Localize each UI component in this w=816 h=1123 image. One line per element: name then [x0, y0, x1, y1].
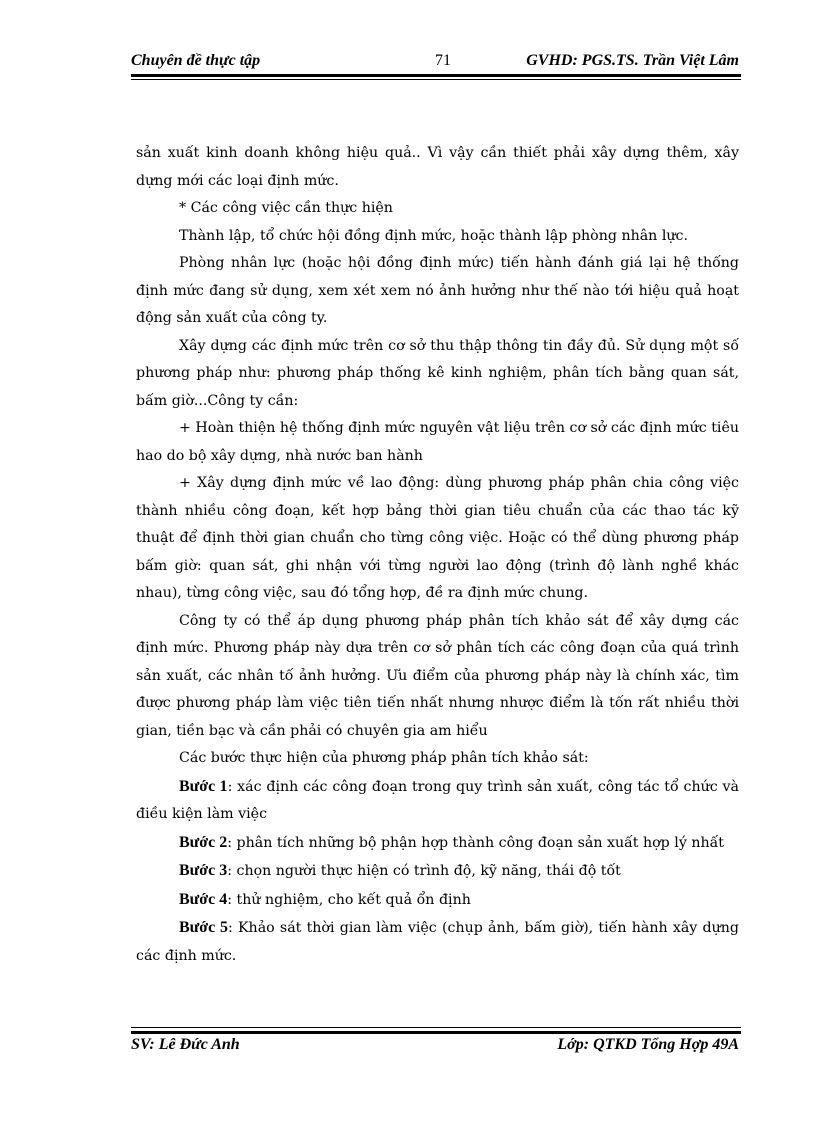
- footer-class: Lớp: QTKD Tổng Hợp 49A: [557, 1036, 739, 1053]
- paragraph: Thành lập, tổ chức hội đồng định mức, hoặc thành lập phòng nhân lực.: [179, 227, 688, 244]
- step-item: [136, 914, 739, 970]
- paragraph: Phòng nhân lực (hoặc hội đồng định mức) tiến hành đánh giá lại hệ thống định mức đang sử dụng, xem xét xem nó ảnh hưởng như thế nào tới hiệu quả hoạt động sản xuất của công ty.: [136, 255, 739, 326]
- paragraph: + Hoàn thiện hệ thống định mức nguyên vật liệu trên cơ sở các định mức tiêu hao do bộ xây dựng, nhà nước ban hành: [136, 420, 739, 464]
- step-label: Bước 5: [179, 919, 228, 936]
- paragraph: Công ty có thể áp dụng phương pháp phân tích khảo sát để xây dựng các định mức. Phương pháp này dựa trên cơ sở phân tích các công đoạn của quá trình sản xuất, các nhân tố ảnh hưởng. Ưu điểm của phương pháp này là chính xác, tìm được phương pháp làm việc tiên tiến nhất nhưng nhược điểm là tốn rất nhiều thời gian, tiền bạc và cần phải có chuyên gia am hiểu: [136, 612, 739, 739]
- step-item: [136, 857, 739, 886]
- step-item: [136, 829, 739, 858]
- footer-rule-thick: [131, 1031, 741, 1034]
- page-number: 71: [435, 52, 451, 69]
- step-text: : thử nghiệm, cho kết quả ổn định: [227, 891, 471, 908]
- step-label: Bước 2: [179, 833, 228, 851]
- paragraph: sản xuất kinh doanh không hiệu quả.. Vì vậy cần thiết phải xây dựng thêm, xây dựng mới các loại định mức.: [136, 145, 739, 189]
- header-rule-thick: [131, 74, 741, 77]
- step-item: [136, 773, 739, 829]
- header-title: Chuyên đề thực tập: [131, 52, 261, 69]
- paragraph: Các bước thực hiện của phương pháp phân tích khảo sát:: [179, 750, 589, 766]
- header-rule-thin: [131, 79, 741, 80]
- step-label: Bước 3: [179, 862, 228, 879]
- footer-student: SV: Lê Đức Anh: [131, 1036, 240, 1053]
- step-text: : Khảo sát thời gian làm việc (chụp ảnh, bấm giờ), tiến hành xây dựng các định mức.: [136, 920, 739, 964]
- step-text: : phân tích những bộ phận hợp thành công đoạn sản xuất hợp lý nhất: [227, 834, 725, 851]
- paragraph: * Các công việc cần thực hiện: [179, 200, 393, 216]
- step-text: : xác định các công đoạn trong quy trình sản xuất, công tác tổ chức và điều kiện làm việc: [136, 778, 740, 822]
- paragraph: Xây dựng các định mức trên cơ sở thu thập thông tin đầy đủ. Sử dụng một số phương pháp như: phương pháp thống kê kinh nghiệm, phân tích bằng quan sát, bấm giờ...Công ty cần:: [136, 337, 739, 409]
- step-text: : chọn người thực hiện có trình độ, kỹ năng, thái độ tốt: [227, 863, 621, 879]
- page-header: [131, 52, 739, 76]
- step-item: [136, 886, 739, 915]
- step-label: Bước 4: [179, 890, 228, 908]
- document-body: [136, 140, 739, 970]
- paragraph: + Xây dựng định mức về lao động: dùng phương pháp phân chia công việc thành nhiều công đoạn, kết hợp bảng thời gian tiêu chuẩn của các thao tác kỹ thuật để định thời gian chuẩn cho từng công việc. Hoặc có thể dùng phương pháp bấm giờ: quan sát, ghi nhận với từng người lao động (trình độ lành nghề khác nhau), từng công việc, sau đó tổng hợp, đề ra định mức chung.: [136, 475, 739, 601]
- page-footer: [131, 1036, 739, 1060]
- step-label: Bước 1: [179, 777, 228, 795]
- footer-rule-thin: [131, 1027, 741, 1028]
- header-supervisor: GVHD: PGS.TS. Trần Việt Lâm: [526, 52, 739, 69]
